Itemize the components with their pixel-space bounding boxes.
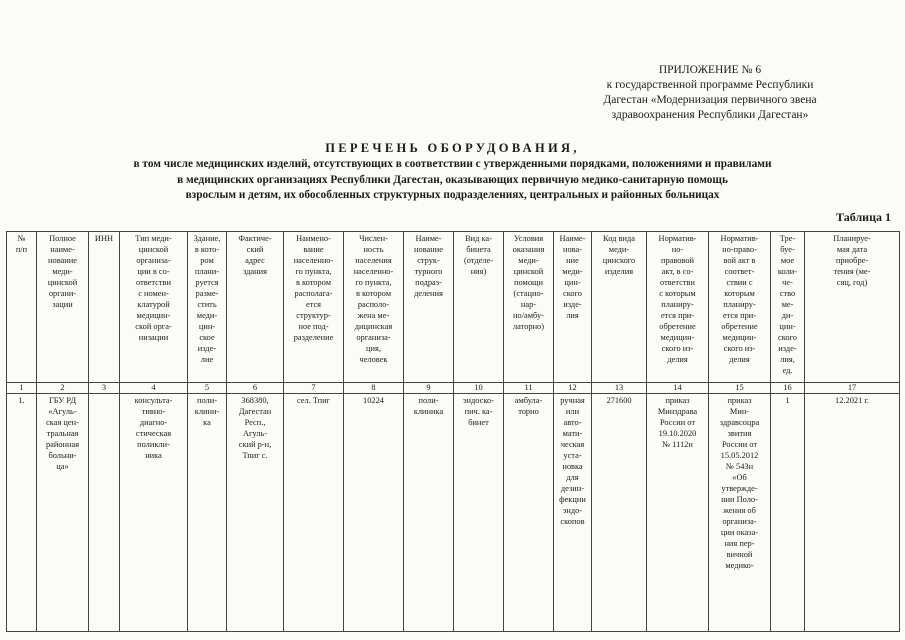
header-cell: Условия оказания меди- цинской помощи (стацио- нар- но/амбу- латорно) [504,232,554,383]
appendix-header [560,63,860,123]
column-number: 6 [227,383,284,394]
column-number: 4 [120,383,188,394]
appendix-line-3: Дагестан «Модернизация первичного звена [603,94,817,106]
cell-address: 368380, Дагестан Респ., Агуль- ский р-н, Тпиг с. [227,394,284,632]
header-cell: ИНН [89,232,120,383]
column-number: 5 [188,383,227,394]
cell-device-name: ручная или авто- мати- ческая уста- новка для дезин- фекции эндо- скопов [554,394,592,632]
column-number: 16 [771,383,805,394]
cell-subdivision: поли- клиника [404,394,454,632]
appendix-line-4: здравоохранения Республики Дагестан» [611,109,809,121]
header-cell: Код вида меди- цинского изделия [592,232,647,383]
column-number: 17 [805,383,900,394]
title-line-1: в том числе медицинских изделий, отсутствующих в соответствии с утвержденными порядками, положениями и правилами [133,158,772,170]
cell-care-conditions: амбула- торно [504,394,554,632]
document-title [0,140,905,204]
header-cell: Фактиче- ский адрес здания [227,232,284,383]
appendix-line-2: к государственной программе Республики [606,79,814,91]
equipment-table [6,231,900,632]
cell-quantity: 1 [771,394,805,632]
cell-inn [89,394,120,632]
table-row [7,394,900,632]
cell-legal-act-1: приказ Минздрава России от 19.10.2020 № 1112н [647,394,709,632]
table-caption: Таблица 1 [836,210,891,224]
column-number: 2 [37,383,89,394]
cell-building: поли- клини- ка [188,394,227,632]
column-number: 12 [554,383,592,394]
header-cell: № п/п [7,232,37,383]
cell-organization-type: консульта- тивно- диагно- стическая поликли- ника [120,394,188,632]
column-number: 3 [89,383,120,394]
header-cell: Наиме- нование струк- турного подраз- деления [404,232,454,383]
cell-planned-date: 12.2021 г. [805,394,900,632]
cell-locality: сел. Тпиг [284,394,344,632]
header-cell: Числен- ность населения населенно- го пункта, в котором располо- жена ме- дицинская организа- ция, человек [344,232,404,383]
appendix-line-1: ПРИЛОЖЕНИЕ № 6 [658,64,762,76]
cell-population: 10224 [344,394,404,632]
header-cell: Тре- буе- мое коли- че- ство ме- ди- цин- ского изде- лия, ед. [771,232,805,383]
title-line-2: в медицинских организациях Республики Дагестан, оказывающих первичную медико-санитарную помощь [177,173,728,186]
title-main: ПЕРЕЧЕНЬ ОБОРУДОВАНИЯ, [325,141,580,155]
cell-cabinet-type: эндоско- пич. ка- бинет [454,394,504,632]
header-cell: Тип меди- цинской организа- ции в со- ответстви с номен- клатурой медицин- ской орга- низации [120,232,188,383]
column-number: 8 [344,383,404,394]
title-line-3: взрослым и детям, их обособленных структурных подразделениях, центральных и районных больницах [185,189,720,201]
header-cell: Здание, в кото- ром плани- руется разме- стить меди- цин- ское изде- лие [188,232,227,383]
cell-row-number: 1. [7,394,37,632]
header-cell: Наиме- нова- ние меди- цин- ского изде- лия [554,232,592,383]
column-number: 10 [454,383,504,394]
column-number-row [7,383,900,394]
cell-legal-act-2: приказ Мин- здравсоцра звития России от 15.05.2012 № 543н «Об утвержде- нии Поло- жения об организа- ции оказа- ния пер- вичной медико- [709,394,771,632]
column-number: 7 [284,383,344,394]
header-cell: Вид ка- бинета (отделе- ния) [454,232,504,383]
cell-organization-name: ГБУ РД «Агуль- ская цен- тральная районная больни- ца» [37,394,89,632]
column-number: 9 [404,383,454,394]
header-cell: Норматив- но- правовой акт, в со- ответстви с которым планиру- ется при- обретение медицин- ского из- делия [647,232,709,383]
column-number: 11 [504,383,554,394]
column-number: 13 [592,383,647,394]
header-cell: Планируе- мая дата приобре- тения (ме- сяц, год) [805,232,900,383]
table-header-row [7,232,900,383]
header-cell: Норматив- но-право- вой акт в соответ- ствии с которым планиру- ется при- обретение медицин- ского из- делия [709,232,771,383]
header-cell: Полное наиме- нование меди- цинской органи- зации [37,232,89,383]
column-number: 1 [7,383,37,394]
column-number: 15 [709,383,771,394]
column-number: 14 [647,383,709,394]
header-cell: Наимено- вание населенно- го пункта, в котором располага- ется структур- ное под- разделение [284,232,344,383]
cell-device-code: 271600 [592,394,647,632]
